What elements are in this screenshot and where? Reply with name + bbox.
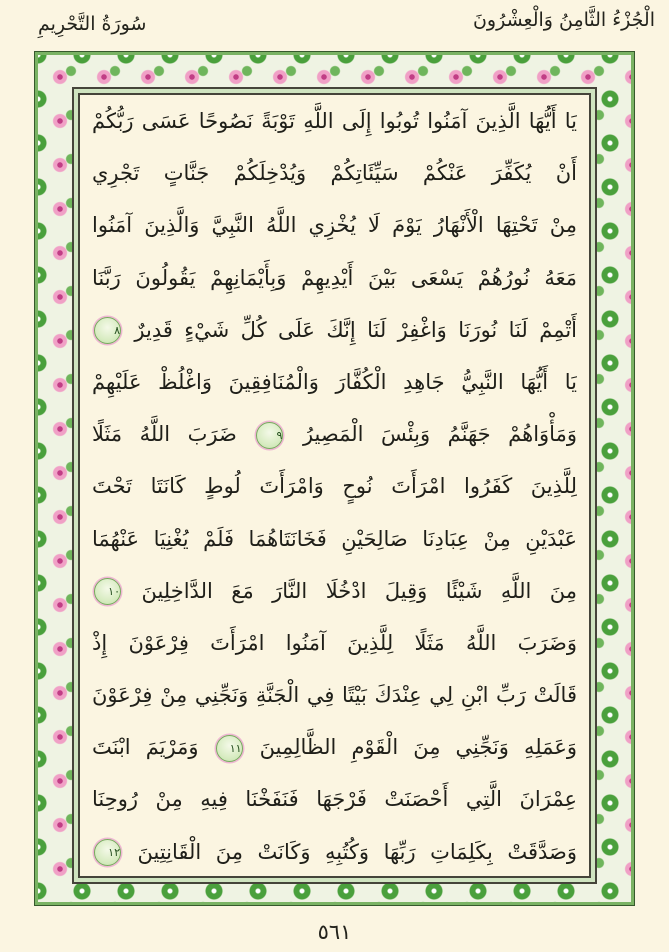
ayah-text: قَالَتْ رَبِّ ابْنِ لِي عِنْدَكَ بَيْتًا فِي الْجَنَّةِ وَنَجِّنِي مِنْ فِرْعَوْنَ	[92, 683, 577, 708]
ayah-text: أَتْمِمْ لَنَا نُورَنَا وَاغْفِرْ لَنَا إِنَّكَ عَلَى كُلِّ شَيْءٍ قَدِيرٌ	[134, 317, 577, 342]
mushaf-line	[92, 147, 577, 199]
mushaf-line	[92, 304, 577, 356]
ayah-text: مِنَ اللَّهِ شَيْئًا وَقِيلَ ادْخُلَا النَّارَ مَعَ الدَّاخِلِينَ	[141, 578, 577, 603]
ayah-end-marker: ٨	[94, 317, 121, 344]
juz-title: الْجُزْءُ الثَّامِنُ وَالْعِشْرُونَ	[472, 9, 655, 31]
mushaf-line	[92, 356, 577, 408]
ayah-text: يَا أَيُّهَا الَّذِينَ آمَنُوا تُوبُوا إِلَى اللَّهِ تَوْبَةً نَصُوحًا عَسَى رَبُّكُمْ	[92, 109, 577, 133]
ayah-text: مَعَهُ نُورُهُمْ يَسْعَى بَيْنَ أَيْدِيهِمْ وَبِأَيْمَانِهِمْ يَقُولُونَ رَبَّنَا	[92, 265, 577, 290]
ayah-end-marker: ١٢	[94, 839, 121, 866]
page-number: ٥٦١	[317, 920, 352, 944]
mushaf-line	[92, 565, 577, 617]
ayah-text: وَضَرَبَ اللَّهُ مَثَلًا لِلَّذِينَ آمَنُوا امْرَأَتَ فِرْعَوْنَ إِذْ	[92, 630, 577, 655]
ayah-text: مِنْ تَحْتِهَا الْأَنْهَارُ يَوْمَ لَا يُخْزِي اللَّهُ النَّبِيَّ وَالَّذِينَ آمَنُوا	[92, 213, 577, 238]
mushaf-line	[92, 408, 577, 460]
ayah-text: وَمَأْوَاهُمْ جَهَنَّمُ وَبِئْسَ الْمَصِيرُ	[302, 422, 577, 447]
surah-title: سُورَةُ التَّحْرِيمِ	[38, 13, 147, 35]
ayah-end-marker: ١٠	[94, 578, 121, 605]
mushaf-line	[92, 199, 577, 251]
mushaf-line	[92, 252, 577, 304]
ayah-text: وَمَرْيَمَ ابْنَتَ	[92, 735, 199, 760]
ayah-text: يَا أَيُّهَا النَّبِيُّ جَاهِدِ الْكُفَّارَ وَالْمُنَافِقِينَ وَاغْلُظْ عَلَيْهِمْ	[92, 369, 577, 394]
text-panel	[80, 95, 589, 876]
mushaf-line	[92, 95, 577, 147]
mushaf-line	[92, 773, 577, 825]
ayah-text: وَصَدَّقَتْ بِكَلِمَاتِ رَبِّهَا وَكُتُبِهِ وَكَانَتْ مِنَ الْقَانِتِينَ	[137, 839, 577, 864]
ayah-end-marker: ١١	[216, 735, 243, 762]
mushaf-line	[92, 721, 577, 773]
ayah-text: وَعَمَلِهِ وَنَجِّنِي مِنَ الْقَوْمِ الظَّالِمِينَ	[259, 735, 577, 760]
decorative-border	[35, 52, 634, 905]
mushaf-line	[92, 513, 577, 565]
ayah-text: عَبْدَيْنِ مِنْ عِبَادِنَا صَالِحَيْنِ فَخَانَتَاهُمَا فَلَمْ يُغْنِيَا عَنْهُمَا	[92, 526, 577, 551]
mushaf-line	[92, 669, 577, 721]
ayah-text: أَنْ يُكَفِّرَ عَنْكُمْ سَيِّئَاتِكُمْ وَيُدْخِلَكُمْ جَنَّاتٍ تَجْرِي	[92, 161, 577, 186]
mushaf-text	[80, 95, 589, 876]
ayah-text: ضَرَبَ اللَّهُ مَثَلًا	[92, 422, 237, 447]
mushaf-line	[92, 617, 577, 669]
ayah-text: لِلَّذِينَ كَفَرُوا امْرَأَتَ نُوحٍ وَامْرَأَتَ لُوطٍ كَانَتَا تَحْتَ	[92, 474, 577, 499]
mushaf-line	[92, 460, 577, 512]
ayah-end-marker: ٩	[256, 422, 283, 449]
ayah-text: عِمْرَانَ الَّتِي أَحْصَنَتْ فَرْجَهَا فَنَفَخْنَا فِيهِ مِنْ رُوحِنَا	[92, 787, 577, 812]
mushaf-line	[92, 826, 577, 878]
